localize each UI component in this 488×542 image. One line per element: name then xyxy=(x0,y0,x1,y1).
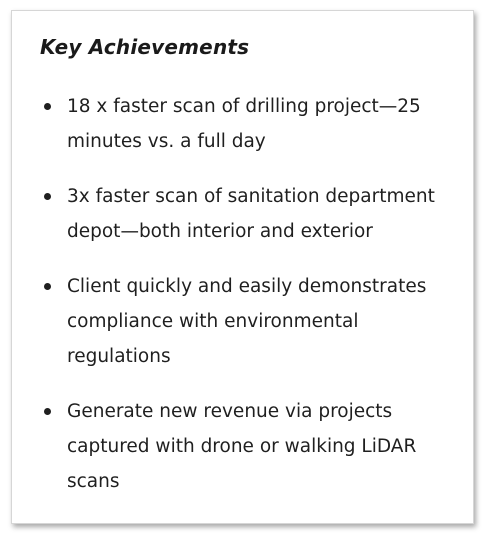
list-item-text: Client quickly and easily demonstrates compliance with environmental regulations xyxy=(67,276,427,367)
list-item-text: 3x faster scan of sanitation department depot—both interior and exterior xyxy=(67,186,435,242)
achievements-list xyxy=(40,89,460,519)
list-item-text: Generate new revenue via projects captured with drone or walking LiDAR scans xyxy=(67,401,417,492)
bullet-icon xyxy=(44,283,51,290)
card-title: Key Achievements xyxy=(40,35,250,59)
list-item xyxy=(40,394,460,499)
bullet-icon xyxy=(44,408,51,415)
bullet-icon xyxy=(44,193,51,200)
bullet-icon xyxy=(44,103,51,110)
list-item xyxy=(40,89,460,159)
list-item xyxy=(40,269,460,374)
list-item-text: 18 x faster scan of drilling project—25 minutes vs. a full day xyxy=(67,96,421,152)
achievements-card xyxy=(11,10,474,524)
list-item xyxy=(40,179,460,249)
